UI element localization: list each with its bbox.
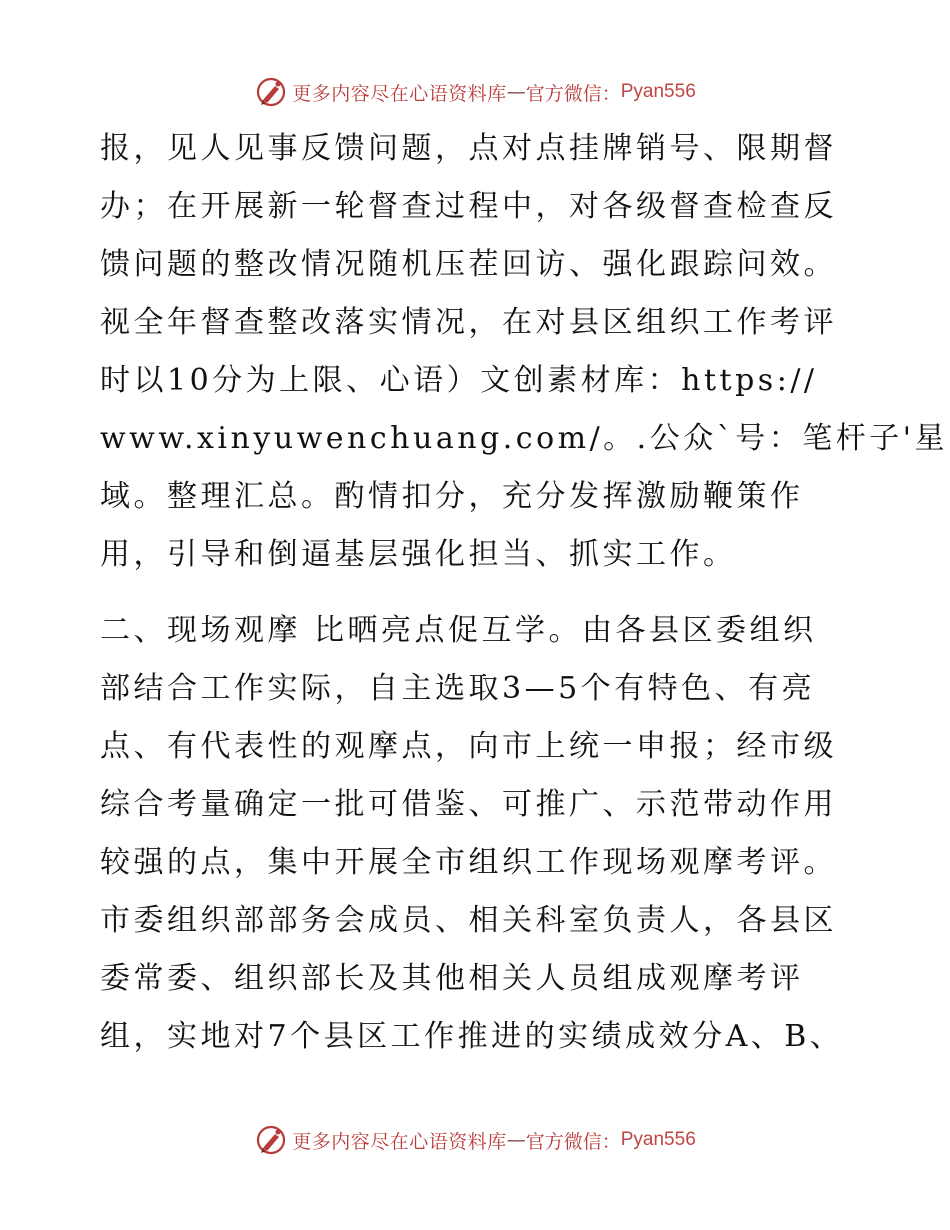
text-line: 用，引导和倒逼基层强化担当、抓实工作。	[100, 537, 737, 572]
header-banner-text: 更多内容尽在心语资料库	[292, 82, 507, 105]
text-line: 时以10分为上限、心语）文创素材库：https://	[100, 363, 818, 398]
text-line: 市委组织部部务会成员、相关科室负责人，各县区	[100, 903, 837, 938]
footer-banner-text: 更多内容尽在心语资料库	[292, 1130, 507, 1153]
pen-logo-icon	[254, 75, 288, 109]
text-line: 综合考量确定一批可借鉴、可推广、示范带动作用	[100, 787, 837, 822]
text-line: 二、现场观摩 比晒亮点促互学。由各县区委组织	[100, 613, 817, 648]
footer-wechat-id: Pyan556	[620, 1129, 696, 1150]
text-line: www.xinyuwenchuang.com/。.公众`号：笔杆子'星	[100, 421, 948, 456]
text-line: 办；在开展新一轮督查过程中，对各级督查检查反	[100, 189, 837, 224]
text-line: 馈问题的整改情况随机压茬回访、强化跟踪问效。	[100, 247, 837, 282]
text-line: 组，实地对7个县区工作推进的实绩成效分A、B、	[100, 1019, 844, 1054]
paragraph-1	[100, 120, 948, 584]
text-line: 委常委、组织部长及其他相关人员组成观摩考评	[100, 961, 804, 996]
text-line: 部结合工作实际，自主选取3—5个有特色、有亮	[100, 671, 816, 706]
header-wechat-id: Pyan556	[620, 81, 696, 102]
header-wechat-label: 官方微信：	[525, 82, 621, 105]
footer-wechat-label: 官方微信：	[525, 1130, 621, 1153]
header-separator: —	[506, 81, 526, 103]
paragraph-2	[100, 602, 860, 1066]
pen-logo-icon	[254, 1123, 288, 1157]
text-line: 点、有代表性的观摩点，向市上统一申报；经市级	[100, 729, 837, 764]
text-line: 较强的点，集中开展全市组织工作现场观摩考评。	[100, 845, 837, 880]
footer-banner	[0, 1120, 950, 1160]
footer-separator: —	[506, 1129, 526, 1151]
text-line: 域。整理汇总。酌情扣分，充分发挥激励鞭策作	[100, 479, 804, 514]
text-line: 视全年督查整改落实情况，在对县区组织工作考评	[100, 305, 837, 340]
text-line: 报，见人见事反馈问题，点对点挂牌销号、限期督	[100, 131, 837, 166]
header-banner	[0, 72, 950, 112]
